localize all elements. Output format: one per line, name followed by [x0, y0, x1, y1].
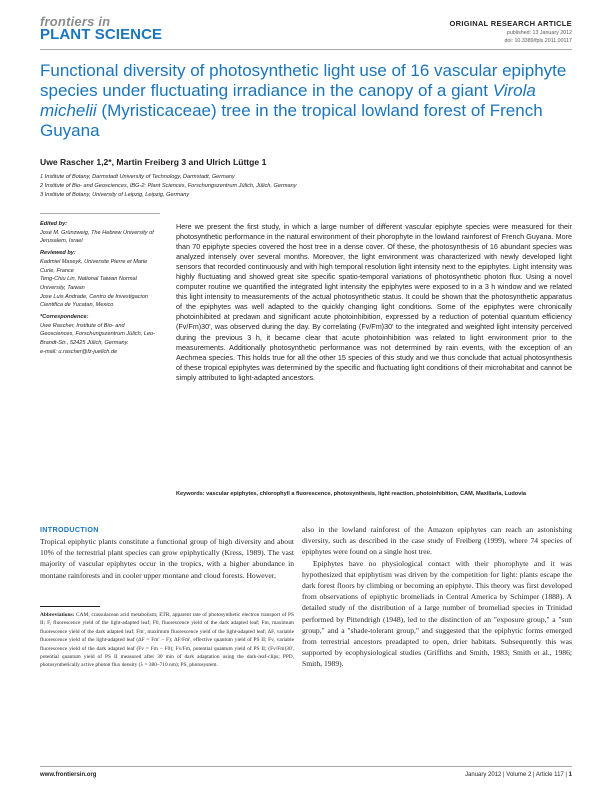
title-species: Virola michelii	[40, 81, 536, 120]
affiliation-2: 2 Institute of Bio- and Geosciences, IBG-2: Plant Sciences, Forschungszentrum Jülich, Jülich, Germany	[40, 183, 297, 189]
abbreviations-rule	[40, 606, 100, 607]
editorial-sidebar	[40, 220, 156, 360]
journal-logo-line1: frontiers in	[40, 14, 111, 29]
title-part2: (Myristicaceae) tree in the tropical lowland forest of French Guyana	[40, 101, 543, 140]
affiliation-3: 3 Institute of Botany, University of Leipzig, Leipzig, Germany	[40, 192, 190, 198]
reviewed-by-label: Reviewed by:	[40, 250, 76, 257]
intro-right-p2: Epiphytes have no physiological contact with their phorophyte and it was hypothesized that epiphytism was driven by the competition for light: plants escape the dark forest floors by climbing or becoming an epiphyte. This theory was first developed from observations of epiphytic bromeliads in Central America by Schimper (1888). A detailed study of the distribution of a large number of bromeliad species in Trinidad performed by Pittendrigh (1948), led to the distinction of an "exposure group," a "sun group," and a "shade-tolerant group," and suggested that the epiphytic forms emerged from terrestrial ancestors preadapted to open, drier habitats. Subsequently this was supported by ecophysiological studies (Griffiths and Smith, 1983; Smith et al., 1986; Smith, 1989).	[302, 558, 572, 669]
keywords	[176, 490, 572, 499]
edited-by-label: Edited by:	[40, 221, 68, 227]
keywords-list: vascular epiphytes, chlorophyll a fluorescence, photosynthesis, light reaction, photoinhibition, CAM, Maxillaria, Ludovia	[206, 491, 527, 497]
article-title	[40, 61, 570, 141]
edited-by: José M. Grünzweig, The Hebrew University of Jerusalem, Israel	[40, 229, 154, 245]
footer-rule	[40, 766, 572, 767]
abbreviations-text: CAM, crassulacean acid metabolism; ETR, apparent rate of photosynthetic electron transport of PS II; F, fluorescence yield of the light-adapted leaf; F0, fluorescence yield of the dark adapted leaf; Fm, maximum fluorescence yield of the dark adapted leaf; Fm', maximum fluorescence yield of the light-adapted leaf; ΔF, variable fluorescence yield of the light-adapted leaf (ΔF = Fm' − F); ΔF/Fm', effective quantum yield of PS II; Fv, variable fluorescence yield of the dark adapted leaf (Fv = Fm − F0); Fv/Fm, potential quantum yield of PS II; (Fv/Fm)30', potential quantum yield of PS II measured after 30 min of dark adaptation using the dark-leaf-clips; PPD, photosynthetically active photon flux density (λ = 380–710 nm); PS, photosystem.	[40, 612, 294, 669]
authors: Uwe Rascher 1,2*, Martin Freiberg 3 and Ulrich Lüttge 1	[40, 157, 267, 167]
reviewed-by: Kadmiel Maseyk, Universite Pierre et Marie Curie, France Teng-Chiu Lin, National Taiwan Normal University, Taiwan Jose Luis Andrade, Centro de Investigacion Cientifica de Yucatan, Mexico	[40, 258, 149, 309]
publication-info	[504, 30, 572, 45]
page-number: 1	[568, 772, 572, 778]
intro-left-text: Tropical epiphytic plants constitute a functional group of high diversity and about 10% of the terrestrial plant species can grow epiphytically (Kress, 1989). The vast majority of vascular epiphytes occur in the tropics, with a higher abundance in montane rainforests and in cooler upper montane and cloud forests. However,	[40, 537, 294, 580]
abbreviations-label: Abbreviations:	[40, 612, 75, 618]
correspondence-label: *Correspondence:	[40, 314, 89, 321]
intro-left-column	[40, 536, 294, 581]
sidebar-rule	[40, 213, 160, 214]
published-date: published: 13 January 2012	[506, 30, 572, 36]
section-heading-introduction: INTRODUCTION	[40, 525, 99, 534]
header-rule	[40, 49, 572, 50]
intro-right-column	[302, 524, 572, 670]
article-type: ORIGINAL RESEARCH ARTICLE	[449, 19, 572, 28]
correspondence: Uwe Rascher, Institute of Bio- and Geosciences, Forschungszentrum Jülich, Leo-Brandt-Str., 52425 Jülich, Germany. e-mail: u.rascher@fz-juelich.de	[40, 322, 156, 355]
abstract-text: Here we present the first study, in which a large number of different vascular epiphyte species were measured for their photosynthetic performance in the natural environment of their phorophyte in the lowland rainforest of French Guyana. More than 70 epiphyte species covered the host tree in a dense cover. Of these, the photosynthesis of 16 abundant species was analyzed intensely over several months. Moreover, the light environment was characterized with newly developed light sensors that recorded continuously and with high temporal resolution light intensity next to the epiphytes. Light intensity was highly fluctuating and showed great site specific spatio-temporal variations of photosynthetic photon flux. Using a novel computer routine we quantified the integrated light intensity the epiphytes were exposed to in a 3 h window and we related this light intensity to measurements of the actual photosynthetic status. It could be shown that the photosynthetic apparatus of the epiphytes was well adapted to the quickly changing light conditions. Some of the epiphytes were chronically photoinhibited at predawn and significant acute photoinhibition, expressed by a reduction of potential quantum efficiency (Fv/Fm)30', was observed during the day. By correlating (Fv/Fm)30' to the integrated and weighted light intensity perceived during the previous 3 h, it became clear that acute photoinhibition was related to light environment prior to the measurements. Additionally photosynthetic performance was not determined by rain events, with the exception of an Aechmea species. This holds true for all the other 15 species of this study and we thus conclude that actual photosynthesis of these tropical epiphytes was determined by the specific and fluctuating light conditions of their microhabitat and cannot be simply attributed to light-adapted ancestors.	[176, 222, 572, 382]
journal-logo-line2: PLANT SCIENCE	[40, 26, 163, 43]
doi: doi: 10.3389/fpls.2011.00117	[504, 37, 572, 44]
footer-issue	[465, 772, 572, 778]
abstract	[176, 222, 572, 383]
title-part1: Functional diversity of photosynthetic light use of 16 vascular epiphyte species under fluctuating irradiance in the canopy of a giant	[40, 61, 567, 100]
abbreviations	[40, 611, 294, 670]
intro-right-p1: also in the lowland rainforest of the Amazon epiphytes can reach an astonishing diversity, such as described in the case study of Freiberg (1999), where 74 species of epiphytes were found on a single host tree.	[302, 525, 572, 557]
keywords-label: Keywords:	[176, 491, 205, 497]
affiliation-1: 1 Institute of Botany, Darmstadt University of Technology, Darmstadt, Germany	[40, 174, 235, 180]
footer-url[interactable]: www.frontiersin.org	[40, 772, 97, 778]
footer-issue-text: January 2012 | Volume 2 | Article 117 |	[465, 772, 567, 778]
